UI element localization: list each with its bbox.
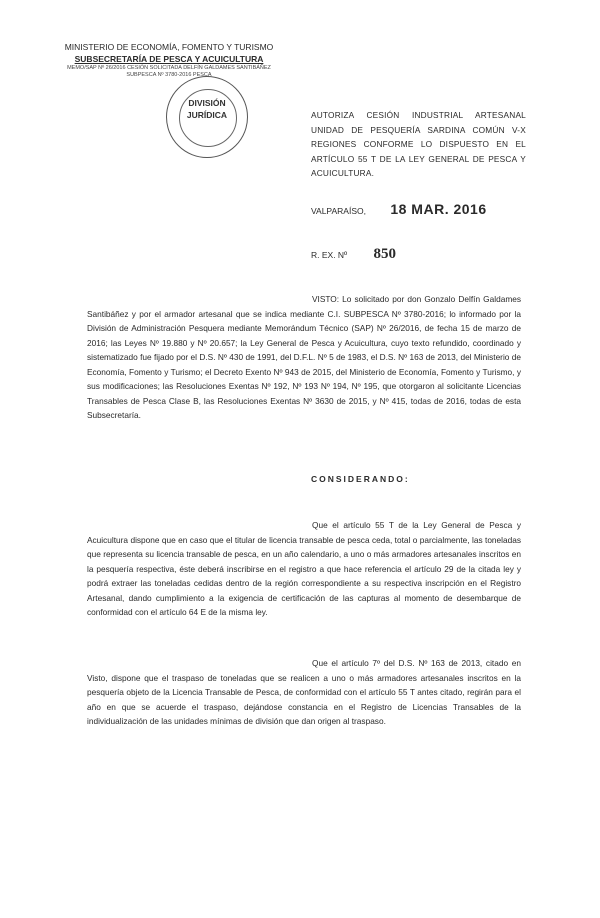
rex-number: 850 (373, 246, 397, 262)
reference-line-1: MEMO/SAP Nº 26/2016 CESIÓN SOLICITADA DELFÍN GALDAMES SANTIBÁÑEZ (67, 65, 271, 71)
subsecretaria-name: SUBSECRETARÍA DE PESCA Y ACUICULTURA (74, 54, 264, 64)
resolution-number-line (311, 246, 396, 263)
visto-paragraph: VISTO: Lo solicitado por don Gonzalo Delfín Galdames Santibáñez y por el armador artesanal que se indica mediante C.I. SUBPESCA Nº 3780-2016; lo informado por la División de Administración Pesquera mediante Memorándum Técnico (SAP) Nº 26/2016, de fecha 15 de marzo de 2016; las Leyes Nº 19.880 y Nº 20.657; la Ley General de Pesca y Acuicultura, cuyo texto refundido, coordinado y sistematizado fue fijado por el D.S. Nº 430 de 1991, del D.F.L. Nº 5 de 1983, el D.S. Nº 163 de 2013, del Ministerio de Economía, Fomento y Turismo; el Decreto Exento Nº 943 de 2015, del Ministerio de Economía, Fomento y Turismo, y sus modificaciones; las Resoluciones Exentas Nº 192, Nº 193 Nº 194, Nº 195, que otorgaron al solicitante Licencias Transables de Pesca Clase B, las Resoluciones Exentas Nº 3630 de 2015, y Nº 415, todas de 2016, todas de esta Subsecretaría. (87, 294, 521, 420)
resolution-subject: AUTORIZA CESIÓN INDUSTRIAL ARTESANAL UNIDAD DE PESQUERÍA SARDINA COMÚN V-X REGIONES CONFORME LO DISPUESTO EN EL ARTÍCULO 55 T DE LA LEY GENERAL DE PESCA Y ACUICULTURA. (311, 110, 526, 178)
considerando-paragraph-1: Que el artículo 55 T de la Ley General de Pesca y Acuicultura dispone que en caso que el titular de licencia transable de pesca ceda, total o parcialmente, las toneladas que representa su licencia transable de pesca, en un año calendario, a uno o más armadores artesanales inscritos en la pesquería respectiva, éste deberá inscribirse en el registro a que hace referencia el artículo 29 de la citada ley y podrá extraer las toneladas cedidas dentro de la región correspondiente a su respectiva inscripción en el Registro Artesanal, dando cumplimiento a la exigencia de certificación de las capturas al momento de desembarque de conformidad con el artículo 64 E de la misma ley. (87, 520, 521, 617)
resolution-date: 18 MAR. 2016 (390, 201, 487, 217)
considerando-heading: CONSIDERANDO: (311, 474, 410, 484)
rex-label: R. EX. Nº (311, 250, 348, 260)
reference-line-2: SUBPESCA Nº 3780-2016 PESCA (126, 72, 212, 78)
document-header (34, 41, 304, 79)
division-juridica-stamp (166, 76, 248, 158)
stamp-text (167, 97, 247, 121)
date-line (311, 201, 487, 217)
stamp-line-1: DIVISIÓN (188, 98, 226, 108)
considerando-paragraph-2: Que el artículo 7º del D.S. Nº 163 de 2013, citado en Visto, dispone que el traspaso de toneladas que se realicen a uno o más armadores artesanales inscritos en la pesquería objeto de la Licencia Transable de Pesca, de conformidad con el artículo 55 T antes citado, regirán para el año en que se acuerde el traspaso, dejándose constancia en el Registro de Licencias Transables de la individualización de las unidades mínimas de división que dan origen al traspaso. (87, 658, 521, 726)
stamp-line-2: JURÍDICA (186, 110, 228, 120)
ministry-name: MINISTERIO DE ECONOMÍA, FOMENTO Y TURISMO (64, 42, 274, 52)
place-label: VALPARAÍSO, (311, 206, 366, 216)
